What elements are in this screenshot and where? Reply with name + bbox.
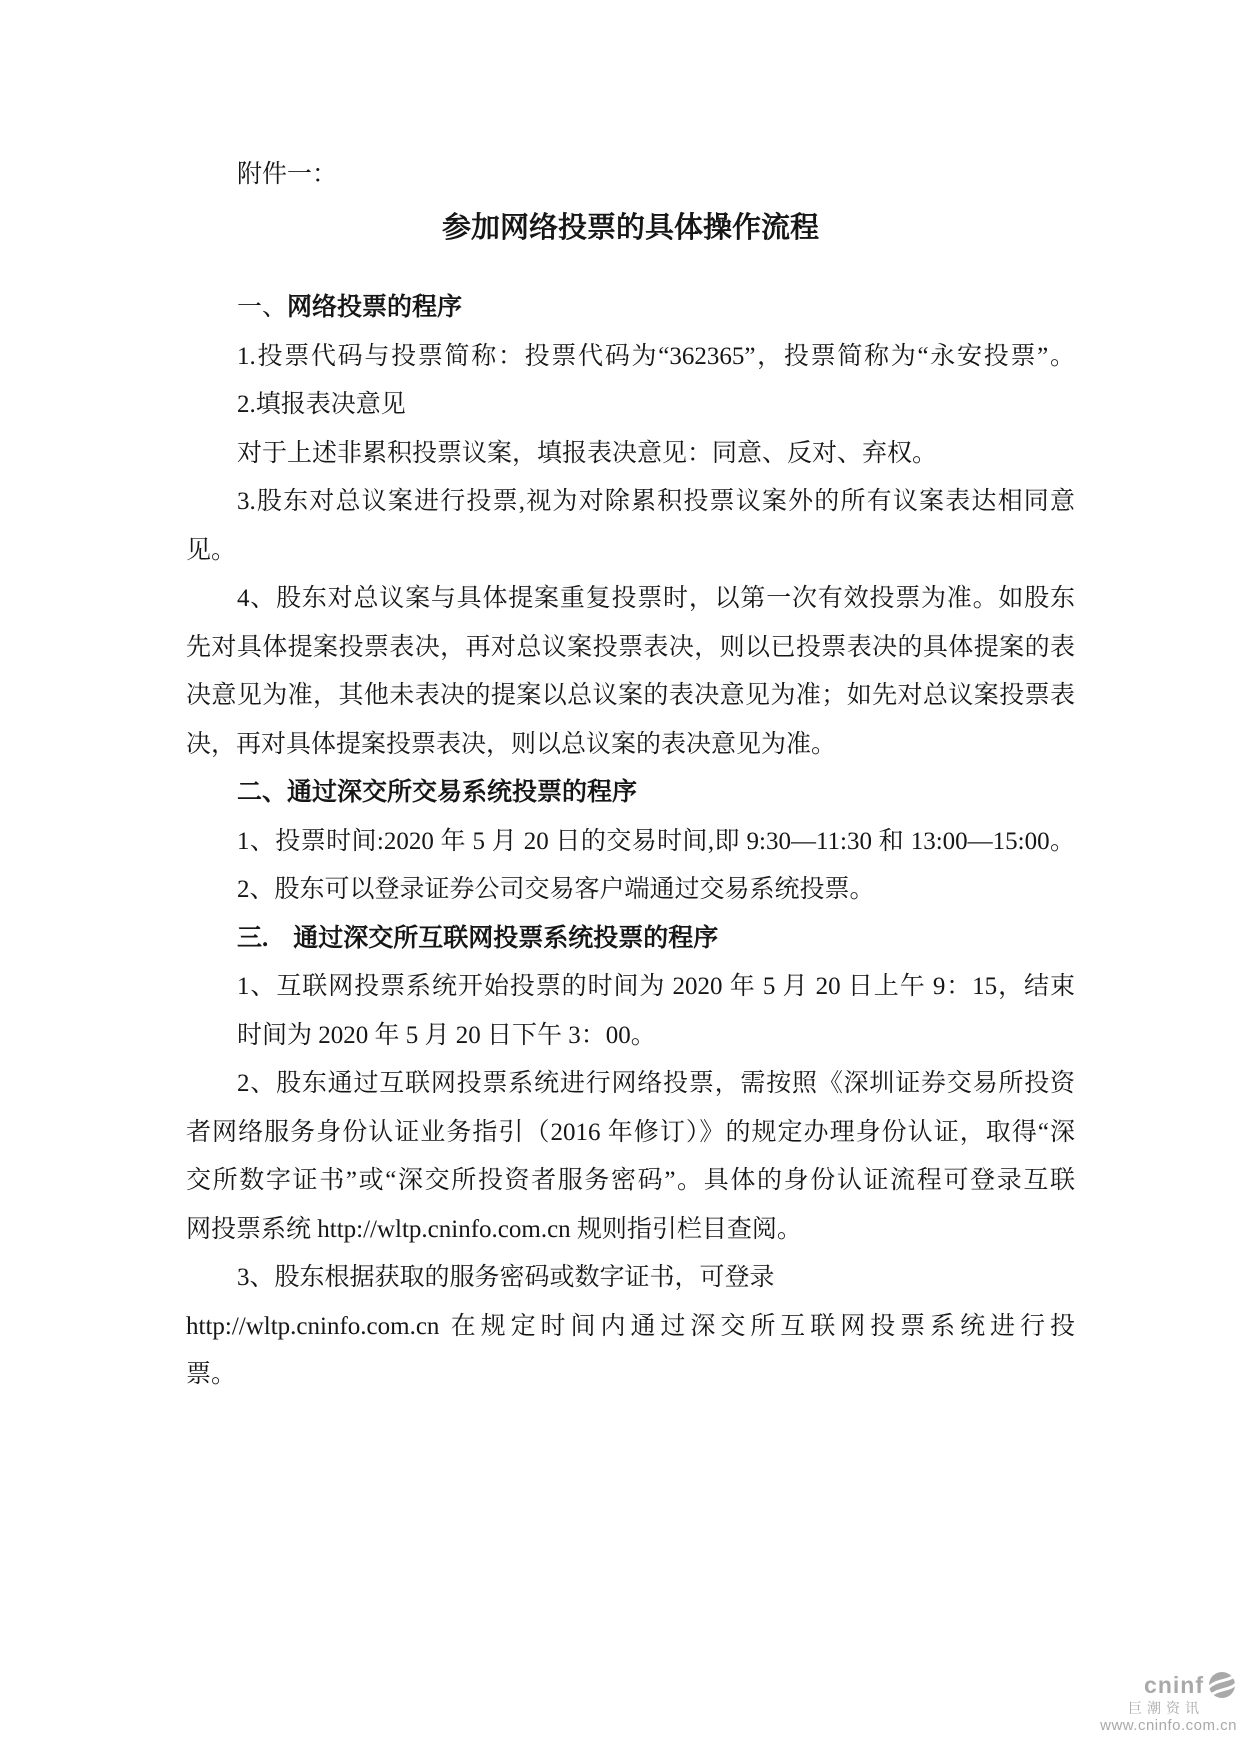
text-line: 1、投票时间:2020 年 5 月 20 日的交易时间,即 9:30—11:30 和 13:00—15:00。 xyxy=(237,827,1075,855)
text-line: 3、股东根据获取的服务密码或数字证书，可登录 xyxy=(237,1264,775,1291)
cninfo-url: www.cninfo.com.cn xyxy=(1100,1717,1237,1734)
text-line: 2.填报表决意见 xyxy=(237,391,406,418)
cninfo-brand-row xyxy=(1100,1670,1237,1700)
text-line: 2、股东通过互联网投票系统进行网络投票，需按照《深圳证券交易所投资 xyxy=(237,1070,1075,1097)
cninfo-chinese-name: 巨潮资讯 xyxy=(1128,1700,1204,1716)
cninfo-watermark xyxy=(1100,1670,1237,1735)
document-body xyxy=(186,284,1075,1400)
text-line: 见。 xyxy=(186,536,237,564)
text-line: 交所数字证书”或“深交所投资者服务密码”。具体的身份认证流程可登录互联 xyxy=(186,1167,1075,1194)
text-line: 时间为 2020 年 5 月 20 日下午 3：00。 xyxy=(237,1021,656,1049)
section-heading: 二、通过深交所交易系统投票的程序 xyxy=(237,779,638,806)
section-heading xyxy=(186,284,1075,333)
cninfo-globe-icon xyxy=(1207,1670,1237,1700)
heading-text: 网络投票的程序 xyxy=(287,294,463,321)
text-line: 4、股东对总议案与具体提案重复投票时，以第一次有效投票为准。如股东 xyxy=(237,585,1075,612)
text-line: 1.投票代码与投票简称：投票代码为“362365”，投票简称为“永安投票”。 xyxy=(237,342,1075,370)
text-line: 网投票系统 http://wltp.cninfo.com.cn 规则指引栏目查阅。 xyxy=(186,1215,802,1243)
text-line: 票。 xyxy=(186,1361,237,1388)
text-line: 者网络服务身份认证业务指引（2016 年修订）》的规定办理身份认证，取得“深 xyxy=(186,1118,1075,1146)
attachment-label: 附件一： xyxy=(237,161,338,188)
text-line: 决意见为准，其他未表决的提案以总议案的表决意见为准；如先对总议案投票表 xyxy=(186,682,1075,709)
text-line: 2、股东可以登录证券公司交易客户端通过交易系统投票。 xyxy=(237,876,875,903)
text-line: 1、互联网投票系统开始投票的时间为 2020 年 5 月 20 日上午 9：15，结束 xyxy=(237,973,1075,1000)
text-line: 对于上述非累积投票议案，填报表决意见：同意、反对、弃权。 xyxy=(237,439,938,467)
section-heading: 三. 通过深交所互联网投票系统投票的程序 xyxy=(237,924,719,952)
heading-number: 一、 xyxy=(237,294,288,321)
document-title: 参加网络投票的具体操作流程 xyxy=(441,212,819,244)
text-line: 先对具体提案投票表决，再对总议案投票表决，则以已投票表决的具体提案的表 xyxy=(186,633,1075,661)
text-line: 3.股东对总议案进行投票,视为对除累积投票议案外的所有议案表达相同意 xyxy=(237,488,1075,515)
text-line: 决，再对具体提案投票表决，则以总议案的表决意见为准。 xyxy=(186,730,837,758)
cninfo-brand-text: cninf xyxy=(1144,1672,1204,1698)
text-line: http://wltp.cninfo.com.cn 在规定时间内通过深交所互联网投票系统进行投 xyxy=(186,1312,1075,1340)
